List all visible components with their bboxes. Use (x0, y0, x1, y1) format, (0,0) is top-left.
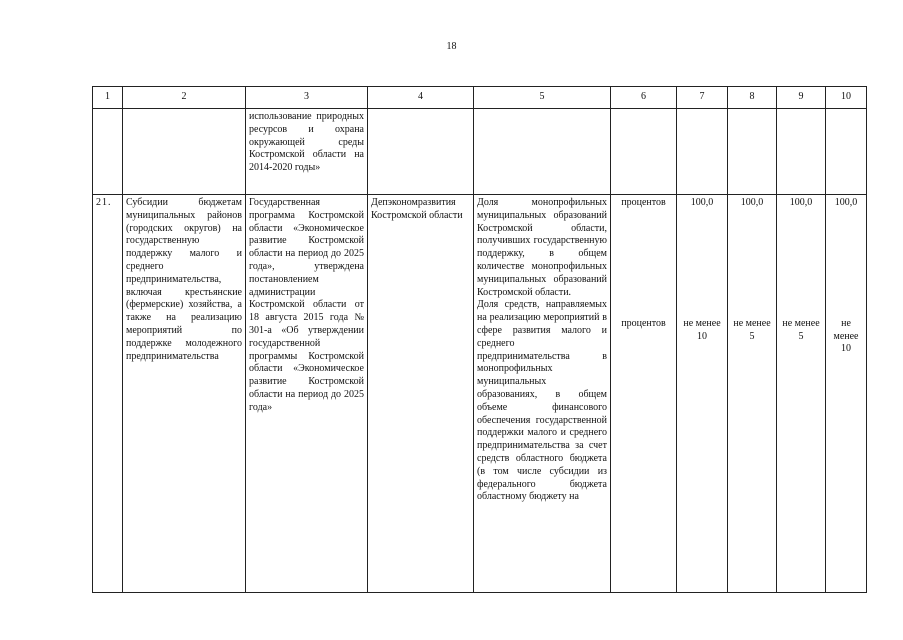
program-table (92, 86, 867, 593)
cell-program-continuation (246, 109, 368, 195)
cell-empty (368, 109, 474, 195)
cell-empty (677, 109, 728, 195)
cell-empty (123, 109, 246, 195)
cell-empty (474, 109, 611, 195)
cell-department (368, 195, 474, 593)
header-cell-9: 9 (777, 87, 826, 109)
subsidy-description: Субсидии бюджетам муниципальных районов (городских округов) на государственную поддержку малого и среднего предпринимательства, включая крестьянские (фермерские) хозяйства, а также на реализацию мероприятий по поддержке молодежного предпринимательства (126, 197, 242, 362)
indicator-1-value-7: 100,0 (690, 197, 714, 208)
header-cell-5: 5 (474, 87, 611, 109)
indicator-1-value-9: 100,0 (789, 197, 813, 208)
header-cell-10: 10 (826, 87, 867, 109)
program-continuation-text: использование природных ресурсов и охрана окружающей среды Костромской области на 2014-2020 годы» (249, 111, 364, 174)
indicator-2-value-7: не менее 10 (683, 317, 721, 342)
indicator-2-value-10: не менее 10 (833, 317, 859, 355)
header-cell-7: 7 (677, 87, 728, 109)
header-cell-8: 8 (728, 87, 777, 109)
cell-empty (611, 109, 677, 195)
indicator-2-value-8: не менее 5 (733, 317, 771, 342)
spacer (731, 210, 773, 318)
spacer (780, 210, 822, 318)
cell-value-8 (728, 195, 777, 593)
spacer (614, 210, 673, 318)
header-cell-4: 4 (368, 87, 474, 109)
cell-units (611, 195, 677, 593)
indicator-2-value-9: не менее 5 (782, 317, 820, 342)
cell-empty (728, 109, 777, 195)
cell-value-10 (826, 195, 867, 593)
cell-program (246, 195, 368, 593)
program-text: Государственная программа Костромской области «Экономическое развитие Костромской области на период до 2025 года», утверждена постановлением администрации Костромской области от 18 августа 2015 года № 301-а «Об утверждении государственной программы Костромской области «Экономическое развитие Костромской области на период до 2025 года» (249, 197, 364, 413)
spacer (680, 210, 724, 318)
header-cell-3: 3 (246, 87, 368, 109)
spacer (829, 210, 863, 318)
indicator-1-value-10: 100,0 (834, 197, 858, 208)
table-row-continuation (93, 109, 867, 195)
cell-empty (93, 109, 123, 195)
header-cell-6: 6 (611, 87, 677, 109)
cell-empty (826, 109, 867, 195)
table-row-21 (93, 195, 867, 593)
indicator-2-unit: процентов (621, 317, 666, 329)
department-text: Депэкономразвития Костромской области (371, 197, 463, 221)
indicator-1-unit: процентов (621, 197, 666, 208)
page-number: 18 (446, 41, 457, 52)
cell-value-7 (677, 195, 728, 593)
cell-indicators (474, 195, 611, 593)
row-number: 21. (93, 195, 123, 593)
indicator-1-value-8: 100,0 (740, 197, 764, 208)
header-cell-1: 1 (93, 87, 123, 109)
cell-value-9 (777, 195, 826, 593)
indicator-2-text: Доля средств, направляемых на реализацию мероприятий в сфере развития малого и среднего предпринимательства в монопрофильных муниципальных образованиях, в общем объеме финансового обеспечения государственной поддержки малого и среднего предпринимательства за счет средств областного бюджета (в том числе субсидии из федерального бюджета областному бюджету на (477, 299, 607, 503)
indicator-1-text: Доля монопрофильных муниципальных образований Костромской области, получивших государственную поддержку, в общем количестве монопрофильных муниципальных образований Костромской области. (477, 197, 607, 298)
cell-empty (777, 109, 826, 195)
table-header-row (93, 87, 867, 109)
header-cell-2: 2 (123, 87, 246, 109)
cell-description (123, 195, 246, 593)
